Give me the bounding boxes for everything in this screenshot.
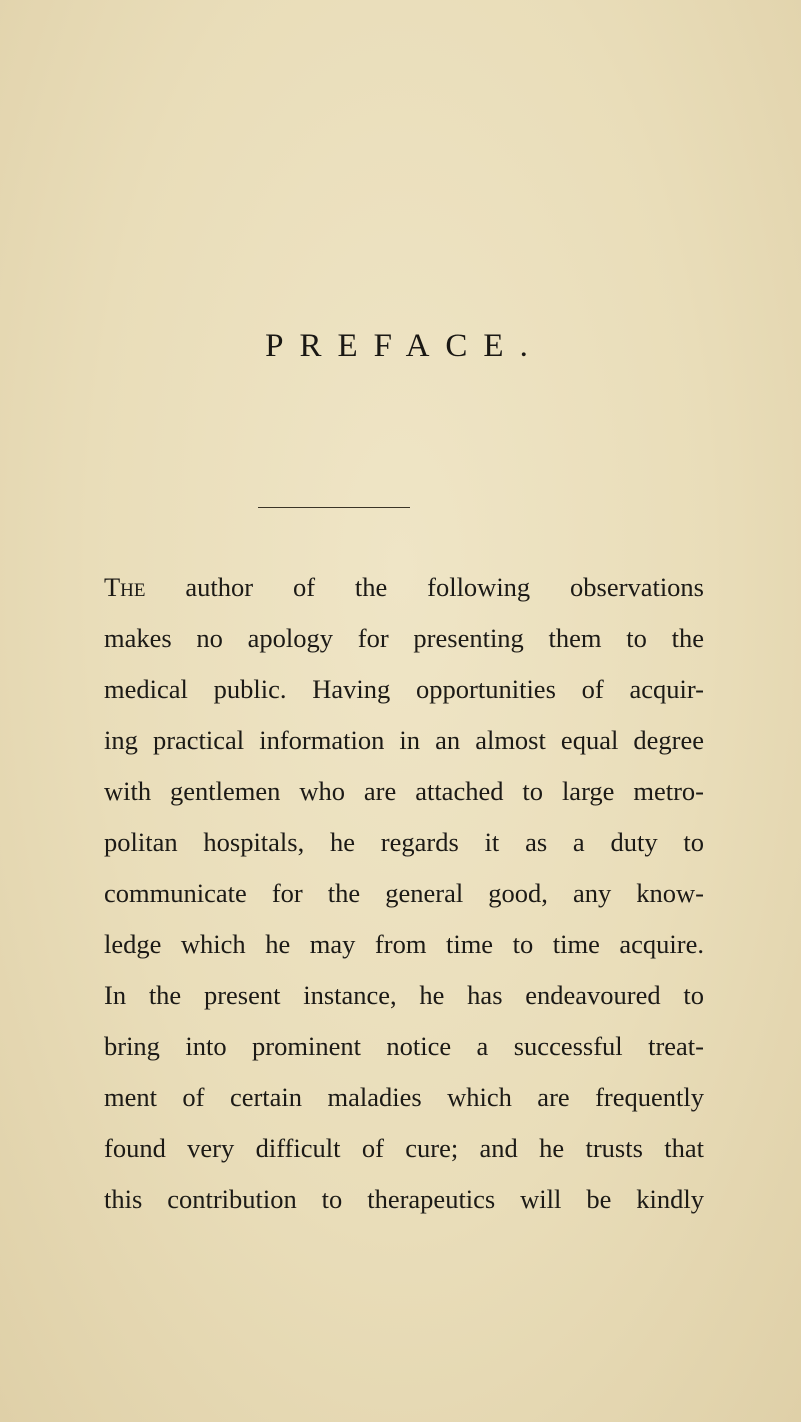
page-heading: PREFACE. <box>265 328 544 364</box>
text-line: ledge which he may from time to time acquire. <box>104 929 704 959</box>
text-line: this contribution to therapeutics will be kindly <box>104 1184 704 1214</box>
text-line: The author of the following observations <box>104 572 704 602</box>
text-line: In the present instance, he has endeavoured to <box>104 980 704 1010</box>
text-line: makes no apology for presenting them to the <box>104 623 704 653</box>
drop-word: The <box>104 572 146 602</box>
preface-paragraph <box>104 562 704 1225</box>
text-line: ment of certain maladies which are frequently <box>104 1082 704 1112</box>
text-line: with gentlemen who are attached to large metro- <box>104 776 704 806</box>
text-line: communicate for the general good, any know- <box>104 878 704 908</box>
text-line: medical public. Having opportunities of acquir- <box>104 674 704 704</box>
heading-divider <box>258 507 410 508</box>
text-line: politan hospitals, he regards it as a duty to <box>104 827 704 857</box>
text-line: found very difficult of cure; and he trusts that <box>104 1133 704 1163</box>
text-line: bring into prominent notice a successful treat- <box>104 1031 704 1061</box>
text-line: ing practical information in an almost equal degree <box>104 725 704 755</box>
